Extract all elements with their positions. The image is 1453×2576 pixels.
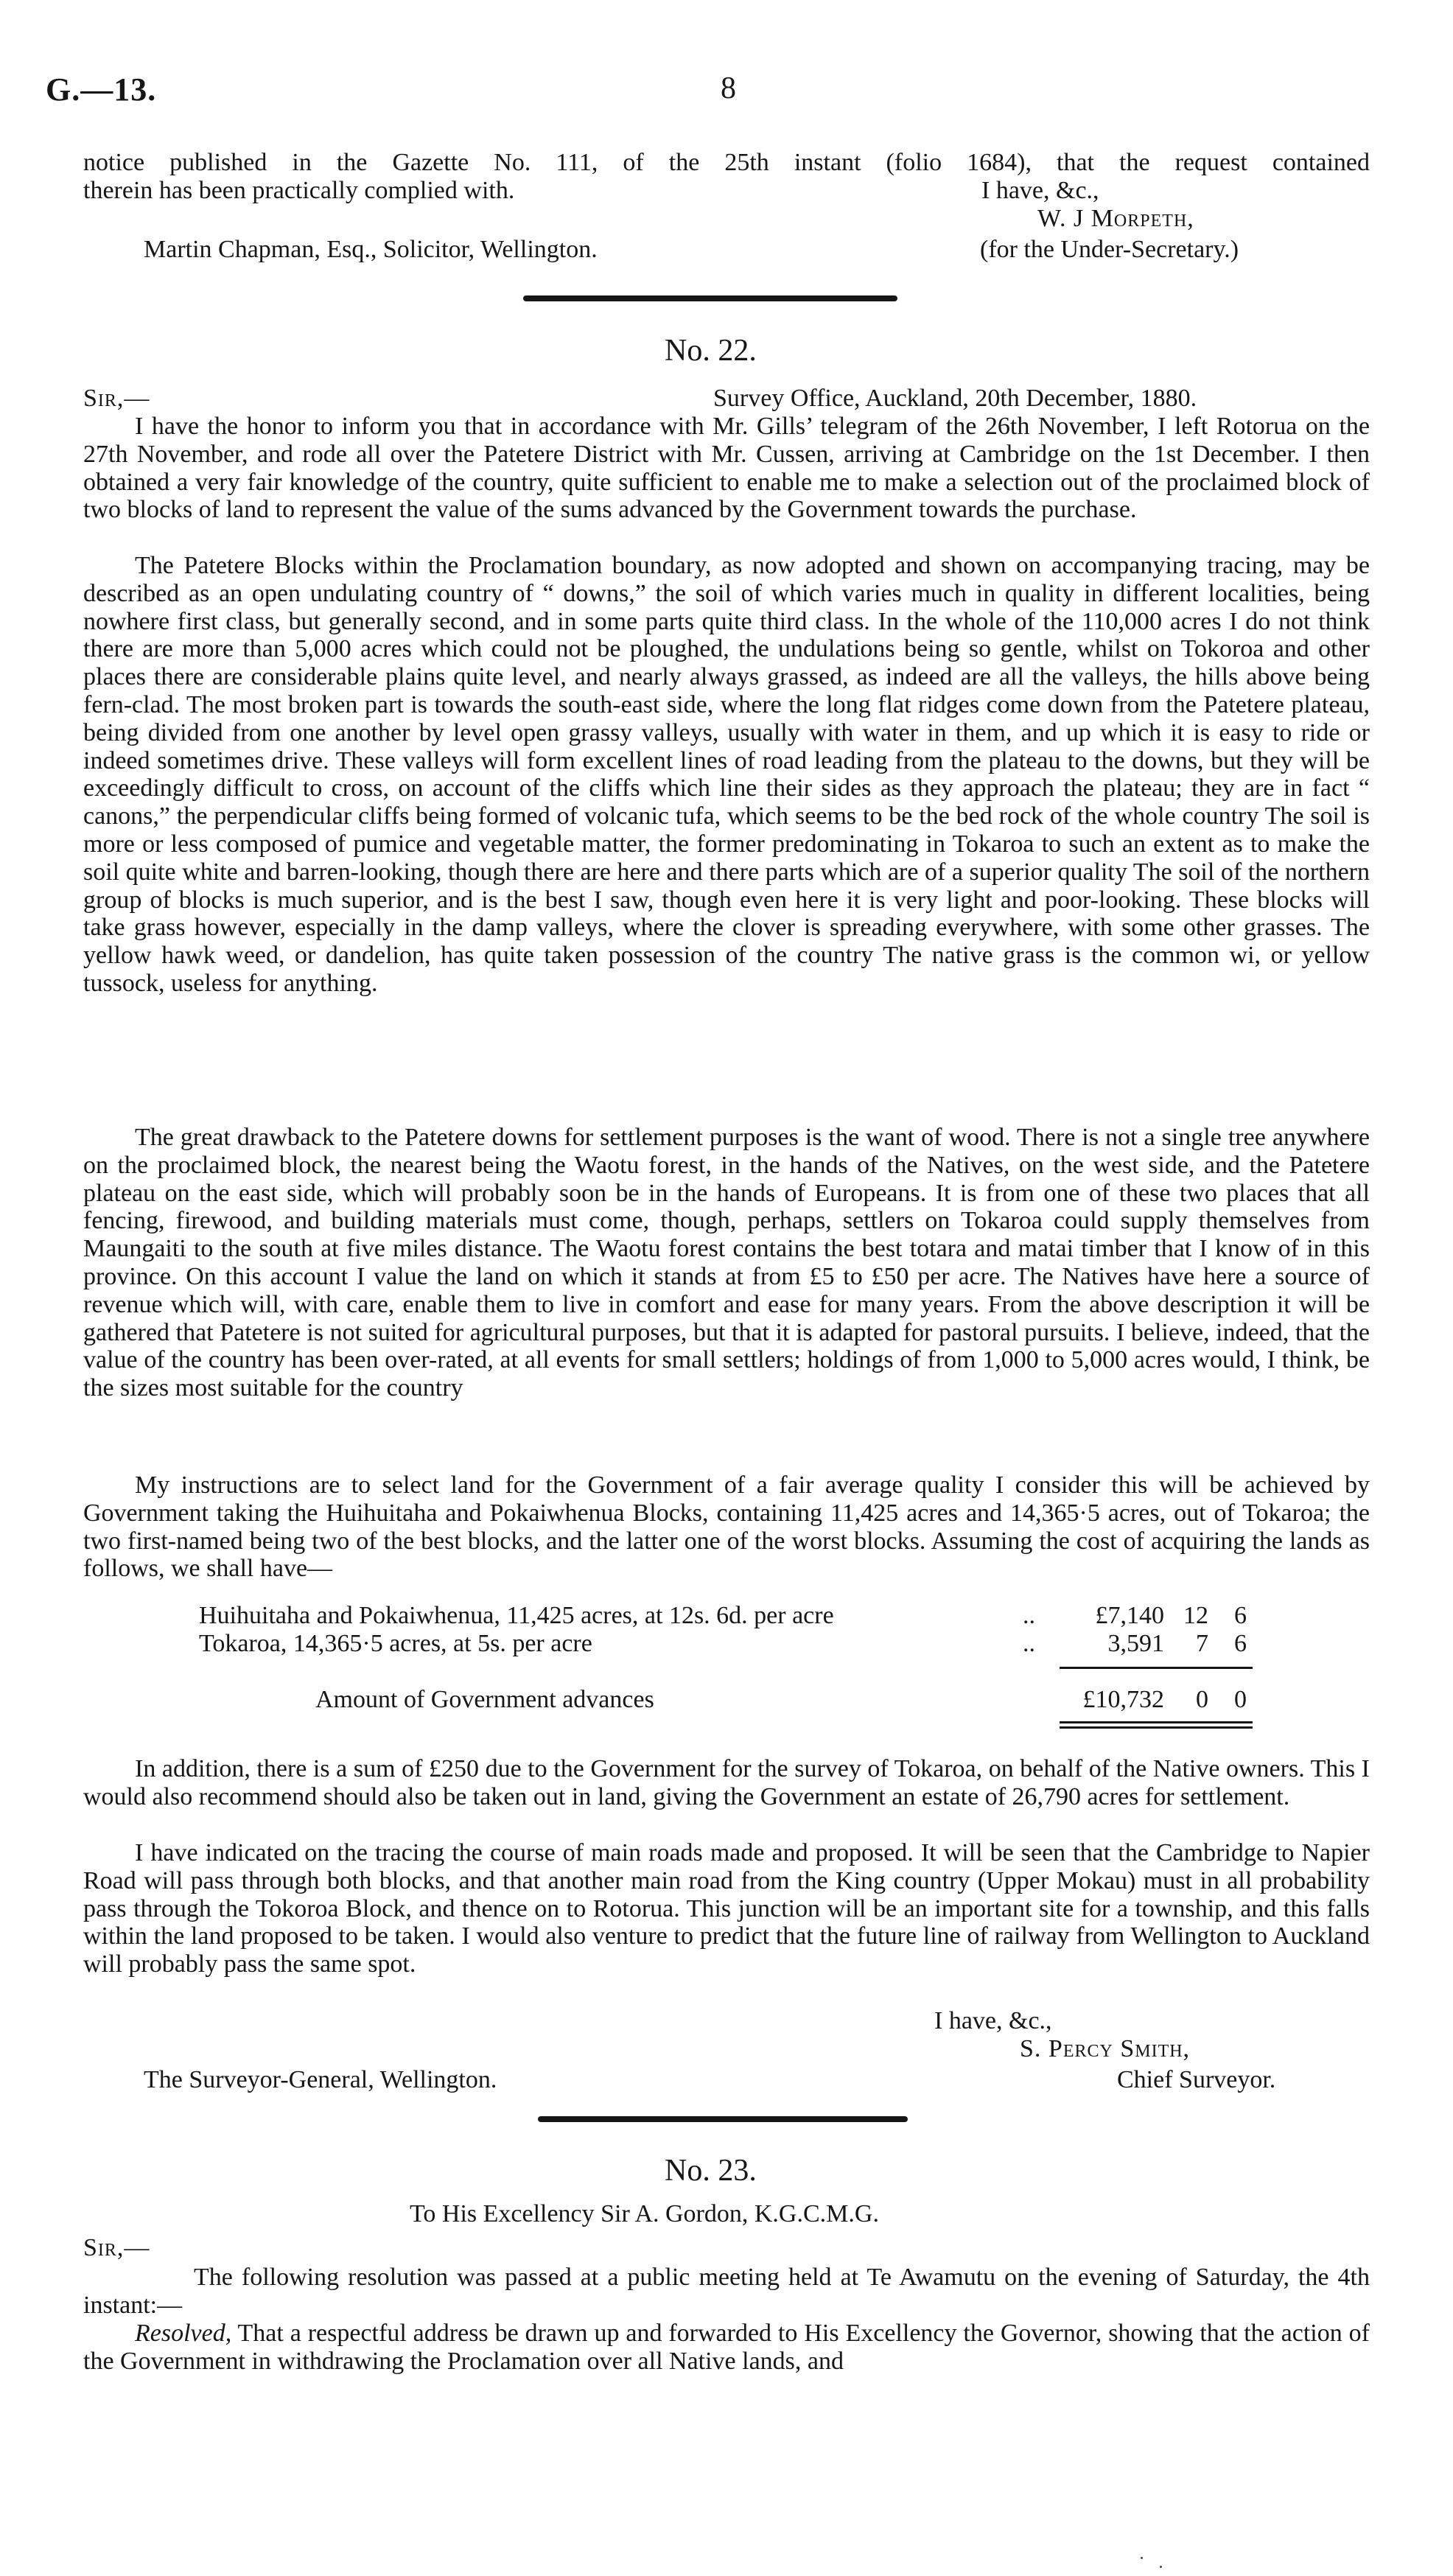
letter-22-closing: I have, &c., bbox=[934, 2007, 1052, 2034]
ledger-item-2: Tokaroa, 14,365·5 acres, at 5s. per acre bbox=[199, 1630, 592, 1657]
ledger-leader-2: .. bbox=[1023, 1630, 1035, 1657]
ledger-sum-rule bbox=[1060, 1667, 1253, 1669]
ledger-shillings-1: 12 bbox=[1183, 1602, 1208, 1629]
ledger-item-1: Huihuitaha and Pokaiwhenua, 11,425 acres, at 12s. 6d. per acre bbox=[199, 1602, 834, 1629]
letter-22-addressee: The Surveyor-General, Wellington. bbox=[144, 2066, 497, 2093]
letter-22-dateline: Survey Office, Auckland, 20th December, 1880. bbox=[713, 385, 1197, 412]
letter-23-paragraph-1: The following resolution was passed at a public meeting held at Te Awamutu on the evening of Saturday, the 4th instant:— bbox=[83, 2264, 1370, 2319]
ledger-total-label: Amount of Government advances bbox=[315, 1686, 654, 1713]
letter-22-paragraph-6: I have indicated on the tracing the course of main roads made and proposed. It will be seen that the Cambridge to Napier Road will pass through both blocks, and that another main road from the King country (Upper Mokau) must in all probability pass through the Tokoroa Block, and thence on to Rotorua. This junction will be an important site for a township, and this falls within the land proposed to be taken. I would also venture to predict that the future line of railway from Wellington to Auckland will probably pass the same spot. bbox=[83, 1839, 1370, 1978]
document-reference: G.—13. bbox=[46, 71, 157, 108]
prev-letter-line-1: notice published in the Gazette No. 111, of the 25th instant (folio 1684), that the request contained bbox=[83, 149, 1370, 176]
ledger-total-rule-upper bbox=[1060, 1721, 1253, 1723]
letter-22-paragraph-4: My instructions are to select land for the Government of a fair average quality I consider this will be achieved by Government taking the Huihuitaha and Pokaiwhenua Blocks, containing 11,425 acres and 14,365·5 acres, out of Tokaroa; the two first-named being two of the best blocks, and the latter one of the worst blocks. Assuming the cost of acquiring the lands as follows, we shall have— bbox=[83, 1471, 1370, 1583]
letter-22-salutation: Sir,— bbox=[83, 385, 150, 412]
letter-23-paragraph-2 bbox=[83, 2320, 1370, 2376]
letter-22-paragraph-5: In addition, there is a sum of £250 due to the Government for the survey of Tokaroa, on behalf of the Native owners. This I would also recommend should also be taken out in land, giving the Government an estate of 26,790 acres for settlement. bbox=[83, 1755, 1370, 1810]
letter-22-paragraph-3: The great drawback to the Patetere downs for settlement purposes is the want of wood. There is not a single tree anywhere on the proclaimed block, the nearest being the Waotu forest, in the hands of the Natives, on the west side, and the Patetere plateau on the east side, which will probably soon be in the hands of Europeans. It is from one of these two places that all fencing, firewood, and building materials must come, though, perhaps, settlers on Tokaroa could supply themselves from Maungaiti to the south at five miles distance. The Waotu forest contains the best totara and matai timber that I know of in this province. On this account I value the land on which it stands at from £5 to £50 per acre. The Natives have here a source of revenue which will, with care, enable them to live in comfort and ease for many years. From the above description it will be gathered that Patetere is not suited for agricultural purposes, but that it is adapted for pastoral pursuits. I believe, indeed, that the value of the country has been over-rated, at all events for small settlers; holdings of from 1,000 to 5,000 acres would, I think, be the sizes most suitable for the country bbox=[83, 1124, 1370, 1402]
letter-23-salutation: Sir,— bbox=[83, 2234, 150, 2261]
ledger-pence-2: 6 bbox=[1234, 1630, 1247, 1657]
section-divider-2 bbox=[538, 2116, 908, 2122]
resolved-lead: Resolved, bbox=[135, 2320, 232, 2347]
ledger-pounds-2: 3,591 bbox=[1107, 1630, 1164, 1657]
ledger-total-pence: 0 bbox=[1234, 1686, 1247, 1713]
letter-23-addressee: To His Excellency Sir A. Gordon, K.G.C.M.G. bbox=[410, 2200, 879, 2227]
prev-letter-signature-title: (for the Under-Secretary.) bbox=[980, 236, 1239, 263]
scan-speck bbox=[1141, 2557, 1143, 2559]
ledger-total-rule-lower bbox=[1060, 1726, 1253, 1729]
letter-22-paragraph-1: I have the honor to inform you that in accordance with Mr. Gills’ telegram of the 26th November, I left Rotorua on the 27th November, and rode all over the Patetere District with Mr. Cussen, arriving at Cambridge on the 1st December. I then obtained a very fair knowledge of the country, quite sufficient to enable me to make a selection out of the proclaimed block of two blocks of land to represent the value of the sums advanced by the Government towards the purchase. bbox=[83, 413, 1370, 524]
letter-22-title: No. 22. bbox=[665, 334, 757, 368]
ledger-leader-1: .. bbox=[1023, 1602, 1035, 1629]
letter-22-signature-title: Chief Surveyor. bbox=[1117, 2066, 1276, 2093]
letter-23-title: No. 23. bbox=[665, 2154, 757, 2188]
prev-letter-line-2: therein has been practically complied with. bbox=[83, 177, 515, 204]
letter-22-signature: S. Percy Smith, bbox=[1020, 2035, 1191, 2062]
ledger-pounds-1: £7,140 bbox=[1095, 1602, 1164, 1629]
ledger-shillings-2: 7 bbox=[1196, 1630, 1208, 1657]
scan-speck bbox=[1160, 2566, 1162, 2568]
resolution-text: That a respectful address be drawn up and forwarded to His Excellency the Governor, showing that the action of the Government in withdrawing the Proclamation over all Native lands, and bbox=[83, 2320, 1370, 2375]
prev-letter-addressee: Martin Chapman, Esq., Solicitor, Wellington. bbox=[144, 236, 598, 263]
section-divider bbox=[523, 295, 897, 301]
ledger-total-shillings: 0 bbox=[1196, 1686, 1208, 1713]
page-number: 8 bbox=[721, 71, 736, 105]
ledger-total-pounds: £10,732 bbox=[1082, 1686, 1164, 1713]
letter-22-paragraph-2: The Patetere Blocks within the Proclamation boundary, as now adopted and shown on accompanying tracing, may be described as an open undulating country of “ downs,” the soil of which varies much in quality in different localities, being nowhere first class, but generally second, and in some parts quite third class. In the whole of the 110,000 acres I do not think there are more than 5,000 acres which could not be ploughed, the undulations being so gentle, whilst on Tokoroa and other places there are considerable plains quite level, and nearly always grassed, as indeed are all the valleys, the hills above being fern-clad. The most broken part is towards the south-east side, where the long flat ridges come down from the Patetere plateau, being divided from one another by level open grassy valleys, usually with water in them, and up which it is easy to ride or indeed sometimes drive. These valleys will form excellent lines of road leading from the plateau to the downs, but they will be exceedingly difficult to cross, on account of the cliffs which line their sides as they approach the plateau; they are in fact “ canons,” the perpendicular cliffs being formed of volcanic tufa, which seems to be the bed rock of the whole country The soil is more or less composed of pumice and vegetable matter, the former predominating in Tokaroa to such an extent as to make the soil quite white and barren-looking, though there are here and there parts which are of a superior quality The soil of the northern group of blocks is much superior, and is the best I saw, though even here it is very light and poor-looking. These blocks will take grass however, especially in the damp valleys, where the clover is spreading everywhere, with some other grasses. The yellow hawk weed, or dandelion, has quite taken possession of the country The native grass is the common wi, or yellow tussock, useless for anything. bbox=[83, 552, 1370, 997]
prev-letter-closing: I have, &c., bbox=[981, 177, 1099, 204]
prev-letter-signature: W. J Morpeth, bbox=[1037, 205, 1194, 232]
ledger-pence-1: 6 bbox=[1234, 1602, 1247, 1629]
